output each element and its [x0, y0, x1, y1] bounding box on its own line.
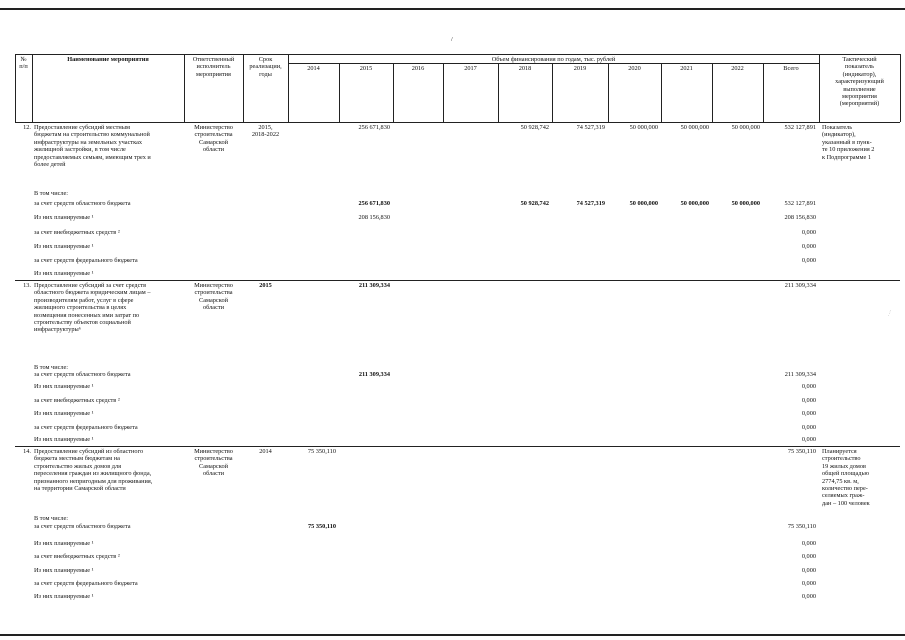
including-label: В том числе: [34, 190, 69, 197]
header-col-line [900, 54, 901, 122]
sub-row-value: 50 000,000 [731, 200, 760, 207]
sub-row-label: за счет средств федерального бюджета [34, 257, 138, 264]
item-separator [15, 280, 900, 281]
header-col-line [32, 54, 33, 122]
item-executor: Министерство строительства Самарской области [194, 448, 233, 478]
header-year-2019: 2019 [573, 65, 587, 72]
sub-row-value: 74 527,319 [576, 200, 605, 207]
sub-row-value: 0,000 [801, 410, 816, 417]
sub-row-value: 50 000,000 [629, 200, 658, 207]
sub-row-label: за счет средств областного бюджета [34, 523, 131, 530]
sub-row-label: Из них планируемые ¹ [34, 214, 94, 221]
header-year-2014: 2014 [307, 65, 320, 72]
item-value: 211 309,334 [784, 282, 816, 289]
sub-row-label: за счет внебюджетных средств ² [34, 229, 120, 236]
item-value: 50 000,000 [680, 124, 709, 131]
sub-row-label: Из них планируемые ¹ [34, 436, 94, 443]
item-executor: Министерство строительства Самарской области [194, 124, 233, 154]
item-number: 14. [23, 448, 31, 455]
item-value: 75 350,110 [787, 448, 816, 455]
header-year-2022: 2022 [731, 65, 744, 72]
sub-row-label: Из них планируемые ¹ [34, 540, 94, 547]
sub-row-value: 0,000 [801, 397, 816, 404]
sub-row-label: за счет внебюджетных средств ² [34, 397, 120, 404]
sub-row-value: 50 928,742 [520, 200, 549, 207]
sub-row-value: 0,000 [801, 436, 816, 443]
sub-row-value: 75 350,110 [308, 523, 336, 530]
item-number: 12. [23, 124, 31, 131]
item-term: 2015, 2018-2022 [251, 124, 280, 139]
item-name: Предоставление субсидий из областного бюджета местным бюджетам на строительство жилых домов для переселения граждан из жилищного фонда, признанного непригодным для проживания, на территории Самарской области [34, 448, 153, 493]
header-year-2018: 2018 [518, 65, 532, 72]
sub-row-value: 0,000 [801, 229, 816, 236]
sub-row-value: 0,000 [801, 257, 816, 264]
sub-row-label: Из них планируемые ¹ [34, 383, 94, 390]
sub-row-value: 0,000 [801, 580, 816, 587]
sub-row-value: 0,000 [801, 567, 816, 574]
item-name: Предоставление субсидий местным бюджетам на строительство коммунальной инфраструктуры на земельных участках жилищной застройки, в том числе предоставляемых семьям, имеющим трех и более детей [34, 124, 151, 169]
item-value: 211 309,334 [358, 282, 390, 289]
sub-row-label: за счет средств федерального бюджета [34, 580, 138, 587]
sub-row-value: 208 156,830 [784, 214, 816, 221]
item-value: 74 527,319 [576, 124, 605, 131]
item-number: 13. [23, 282, 31, 289]
sub-row-value: 211 309,334 [358, 371, 390, 378]
table-top-line [15, 54, 900, 55]
item-value: 256 671,830 [358, 124, 390, 131]
sub-row-label: Из них планируемые ¹ [34, 410, 94, 417]
sub-row-label: за счет внебюджетных средств ² [34, 553, 120, 560]
header-year-2017: 2017 [464, 65, 477, 72]
sub-row-value: 211 309,334 [784, 371, 816, 378]
sub-row-value: 50 000,000 [680, 200, 709, 207]
item-value: 75 350,110 [307, 448, 336, 455]
sub-row-value: 0,000 [801, 243, 816, 250]
header-term: Срок реализации, годы [249, 56, 282, 78]
sub-row-label: Из них планируемые ¹ [34, 243, 94, 250]
including-label: В том числе: [34, 364, 69, 371]
header-indicator: Тактический показатель (индикатор), характеризующий выполнение мероприятия (мероприятий) [835, 56, 884, 108]
header-year-2020: 2020 [628, 65, 641, 72]
header-year-2016: 2016 [411, 65, 425, 72]
item-term: 2014 [259, 448, 272, 455]
item-indicator: Планируется строительство 19 жилых домов общей площадью 2774,75 кв. м, количество пере- селяемых граж- дан – 100 человек [822, 448, 870, 507]
sub-row-label: Из них планируемые ¹ [34, 567, 94, 574]
item-separator [15, 446, 900, 447]
bottom-border [0, 634, 905, 636]
sub-row-value: 75 350,110 [787, 523, 816, 530]
top-border [0, 8, 905, 10]
sub-row-value: 256 671,830 [358, 200, 390, 207]
header-executor: Ответственный исполнитель мероприятия [192, 56, 235, 78]
sub-row-value: 0,000 [801, 383, 816, 390]
item-value: 50 928,742 [520, 124, 549, 131]
header-year-2021: 2021 [680, 65, 693, 72]
header-num: № п/п [19, 56, 28, 71]
header-name: Наименование мероприятия [67, 56, 149, 63]
item-value: 50 000,000 [629, 124, 658, 131]
item-value: 50 000,000 [731, 124, 760, 131]
sub-row-label: Из них планируемые ¹ [34, 593, 94, 600]
sub-row-value: 0,000 [801, 553, 816, 560]
sub-row-value: 0,000 [801, 424, 816, 431]
item-name: Предоставление субсидий за счет средств областного бюджета юридическим лицам – производителям работ, услуг в сфере жилищного строительства в целях возмещения понесенных ими затрат по строительству объектов социальной инфраструктуры⁶ [34, 282, 151, 334]
item-term: 2015 [259, 282, 272, 289]
side-annotation: .... [885, 308, 894, 317]
sub-row-label: за счет средств федерального бюджета [34, 424, 138, 431]
sub-row-value: 532 127,891 [784, 200, 816, 207]
sub-row-label: за счет средств областного бюджета [34, 371, 131, 378]
sub-row-label: за счет средств областного бюджета [34, 200, 131, 207]
including-label: В том числе: [34, 515, 69, 522]
item-value: 532 127,891 [784, 124, 816, 131]
sub-row-value: 208 156,830 [358, 214, 390, 221]
sub-row-label: Из них планируемые ¹ [34, 270, 94, 277]
header-total: Всего [783, 65, 799, 72]
header-year-2015: 2015 [359, 65, 373, 72]
sub-row-value: 0,000 [801, 593, 816, 600]
header-funding: Объем финансирования по годам, тыс. рублей [491, 56, 616, 63]
sub-row-value: 0,000 [801, 540, 816, 547]
item-executor: Министерство строительства Самарской области [194, 282, 233, 312]
item-indicator: Показатель (индикатор), указанный в пунк- те 10 приложения 2 к Подпрограмме 1 [822, 124, 875, 161]
page-mark: / [451, 36, 453, 43]
header-bottom-line [15, 122, 900, 123]
